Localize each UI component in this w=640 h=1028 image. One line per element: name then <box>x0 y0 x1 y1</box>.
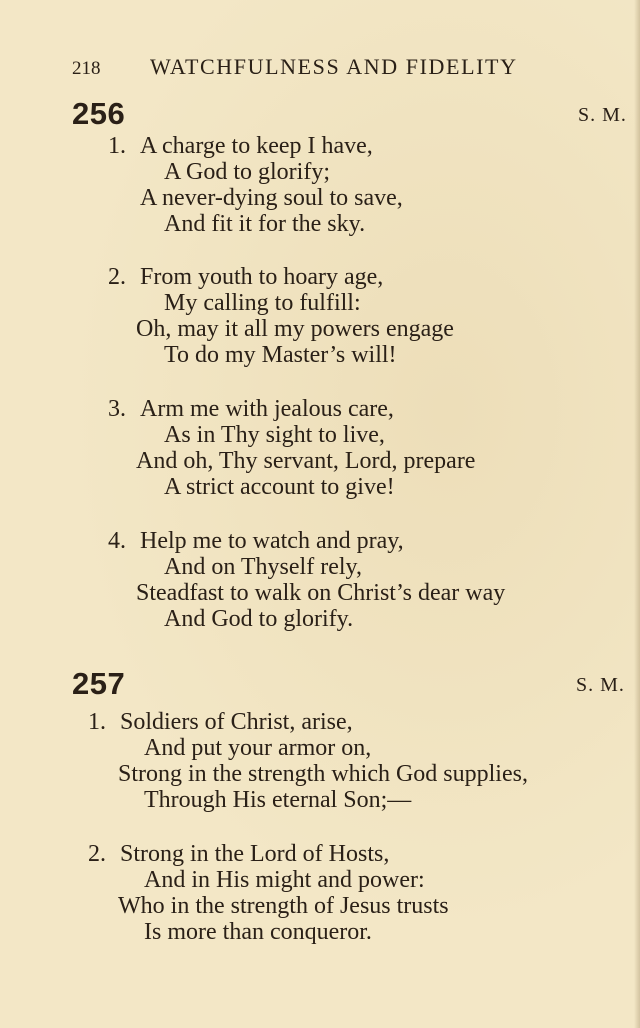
verse-number: 4. <box>108 528 126 554</box>
verse-line: And fit it for the sky. <box>164 211 366 237</box>
verse-line: My calling to fulfill: <box>164 290 361 316</box>
hymn-meter: S. M. <box>578 104 627 126</box>
verse-line: To do my Master’s will! <box>164 342 397 368</box>
verse-line: Oh, may it all my powers engage <box>136 316 454 342</box>
page-number: 218 <box>72 58 101 79</box>
running-head <box>72 54 552 84</box>
hymn-meter: S. M. <box>576 674 625 696</box>
verse-line <box>88 840 390 868</box>
verse-line: And on Thyself rely, <box>164 554 362 580</box>
verse-line <box>108 395 394 423</box>
verse-line: Who in the strength of Jesus trusts <box>118 893 449 919</box>
verse-line: Strong in the strength which God supplies, <box>118 761 528 787</box>
hymn-number: 257 <box>72 666 126 701</box>
verse-line <box>108 527 404 555</box>
verse-line: Through His eternal Son;— <box>144 787 412 813</box>
verse-number: 1. <box>108 133 126 159</box>
verse-number: 3. <box>108 396 126 422</box>
verse-line: And God to glorify. <box>164 606 354 632</box>
verse-line: A God to glorify; <box>164 159 330 185</box>
verse-number: 2. <box>108 264 126 290</box>
verse-line <box>108 132 373 160</box>
verse-line: As in Thy sight to live, <box>164 422 385 448</box>
verse-line <box>108 263 384 291</box>
verse-line: A never-dying soul to save, <box>140 185 403 211</box>
page-edge-shadow <box>634 0 640 1028</box>
verse-line: And in His might and power: <box>144 867 425 893</box>
verse-text: From youth to hoary age, <box>140 264 384 290</box>
verse-line: Is more than conqueror. <box>144 919 372 945</box>
verse-line: And put your armor on, <box>144 735 372 761</box>
verse-text: Help me to watch and pray, <box>140 528 404 554</box>
verse-line: A strict account to give! <box>164 474 395 500</box>
verse-number: 1. <box>88 709 106 735</box>
verse-number: 2. <box>88 841 106 867</box>
verse-text: Soldiers of Christ, arise, <box>120 709 353 735</box>
section-title: WATCHFULNESS AND FIDELITY <box>150 54 518 79</box>
verse-text: Arm me with jealous care, <box>140 396 394 422</box>
verse-line <box>88 708 353 736</box>
verse-text: Strong in the Lord of Hosts, <box>120 841 390 867</box>
verse-text: A charge to keep I have, <box>140 133 373 159</box>
hymn-number: 256 <box>72 96 126 131</box>
verse-line: Steadfast to walk on Christ’s dear way <box>136 580 506 606</box>
verse-line: And oh, Thy servant, Lord, prepare <box>136 448 476 474</box>
